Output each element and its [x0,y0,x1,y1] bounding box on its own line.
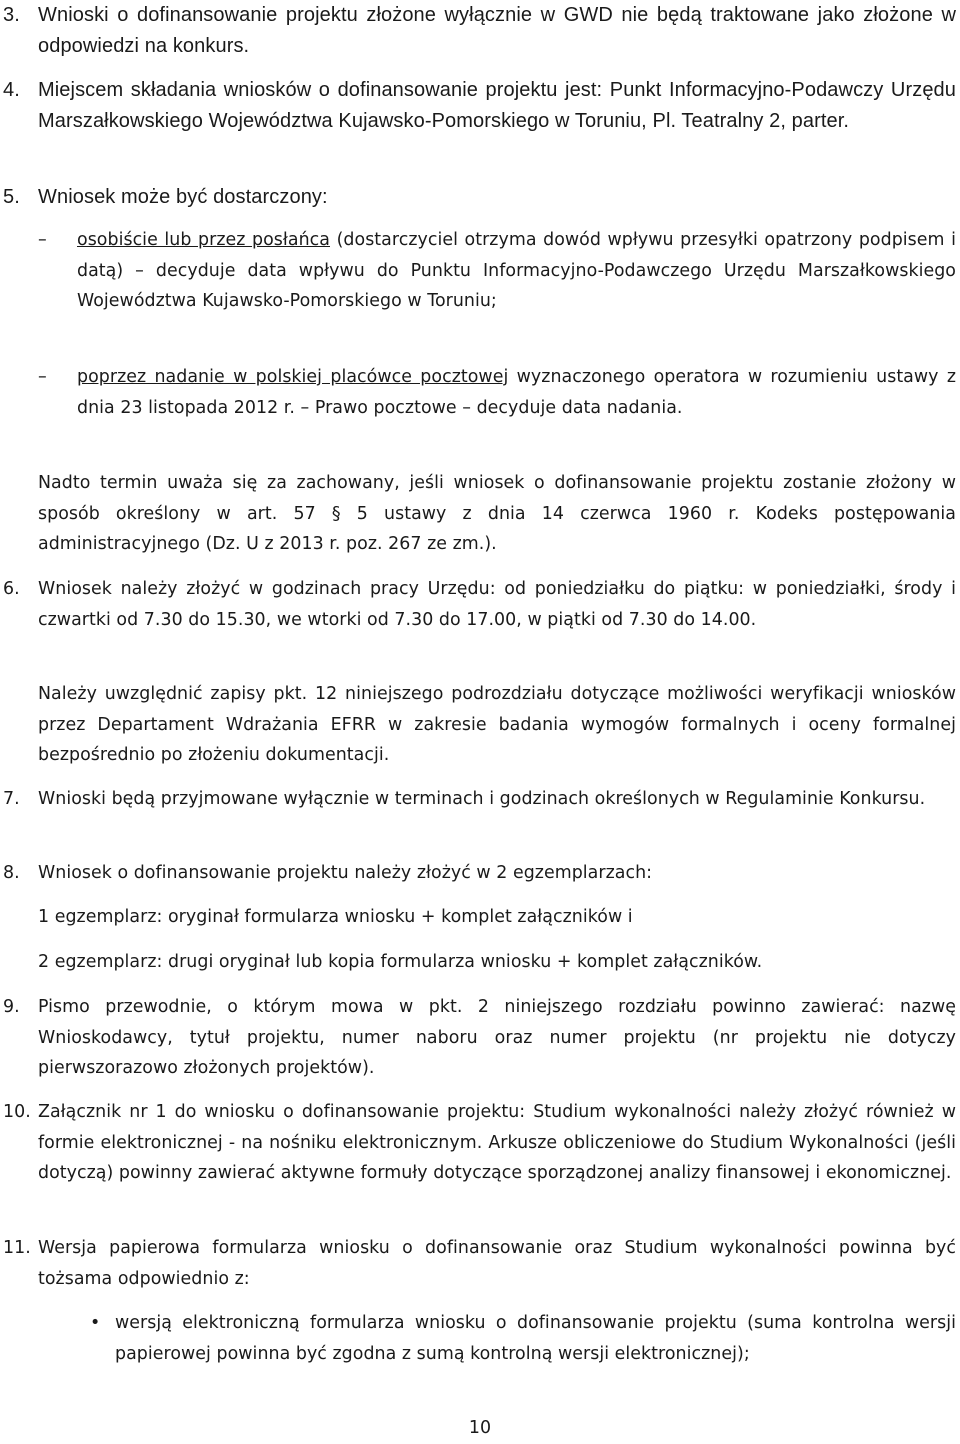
page-number: 10 [468,1418,492,1438]
item-number: 11. [3,1238,31,1258]
copy-text: 2 egzemplarz: drugi oryginał lub kopia formularza wniosku + komplet załączników. [38,952,763,972]
sub-item-text [77,225,956,317]
sub-item-rest: wyznaczonego operatora w rozumieniu ustawy z dnia 23 listopada 2012 r. – Prawo pocztowe – decyduje data nadania. [77,367,956,418]
item-text: Załącznik nr 1 do wniosku o dofinansowanie projektu: Studium wykonalności należy złożyć również w formie elektronicznej - na nośniku elektronicznym. Arkusze obliczeniowe do Studium Wykonalności (jeśli dotyczą) powinny zawierać aktywne formuły dotyczące sporządzonej analizy finansowej i ekonomicznej. [38,1102,956,1183]
item-text: Wersja papierowa formularza wniosku o dofinansowanie oraz Studium wykonalności powinna być tożsama odpowiednio z: [38,1238,956,1289]
item-text: Wnioski o dofinansowanie projektu złożone wyłącznie w GWD nie będą traktowane jako złożone w odpowiedzi na konkurs. [38,4,956,57]
bullet-text: wersją elektroniczną formularza wniosku o dofinansowanie projektu (suma kontrolna wersji papierowej powinna być zgodna z sumą kontrolną wersji elektronicznej); [115,1313,956,1364]
dash-marker: – [38,367,47,387]
item-number: 5. [3,186,20,208]
item-number: 9. [3,997,20,1017]
copy-text: 1 egzemplarz: oryginał formularza wniosku + komplet załączników i [38,907,633,927]
item-number: 3. [3,4,20,26]
item-text: Wnioski będą przyjmowane wyłącznie w terminach i godzinach określonych w Regulaminie Konkursu. [38,789,926,809]
note-text: Nadto termin uważa się za zachowany, jeśli wniosek o dofinansowanie projektu zostanie złożony w sposób określony w art. 57 § 5 ustawy z dnia 14 czerwca 1960 r. Kodeks postępowania administracyjnego (Dz. U z 2013 r. poz. 267 ze zm.). [38,473,956,554]
item-number: 10. [3,1102,31,1122]
item-number: 4. [3,79,20,101]
item-text: Wniosek należy złożyć w godzinach pracy Urzędu: od poniedziałku do piątku: w poniedziałki, środy i czwartki od 7.30 do 15.30, we wtorki od 7.30 do 17.00, w piątki od 7.30 do 14.00. [38,579,956,630]
item-text: Wniosek o dofinansowanie projektu należy złożyć w 2 egzemplarzach: [38,863,653,883]
sub-item-rest: (dostarczyciel otrzyma dowód wpływu przesyłki opatrzony podpisem i datą) – decyduje data wpływu do Punktu Informacyjno-Podawczego Urzędu Marszałkowskiego Województwa Kujawsko-Pomorskiego w Toruniu; [77,230,956,311]
underlined-phrase: osobiście lub przez posłańca [77,230,330,250]
item-text: Miejscem składania wniosków o dofinansowanie projektu jest: Punkt Informacyjno-Podawczy Urzędu Marszałkowskiego Województwa Kujawsko-Pomorskiego w Toruniu, Pl. Teatralny 2, parter. [38,79,956,132]
note-text: Należy uwzględnić zapisy pkt. 12 niniejszego podrozdziału dotyczące możliwości weryfikacji wniosków przez Departament Wdrażania EFRR w zakresie badania wymogów formalnych i oceny formalnej bezpośrednio po złożeniu dokumentacji. [38,684,956,765]
item-number: 6. [3,579,20,599]
item-number: 8. [3,863,20,883]
item-text: Pismo przewodnie, o którym mowa w pkt. 2 niniejszego rozdziału powinno zawierać: nazwę Wnioskodawcy, tytuł projektu, numer naboru oraz numer projektu (nr projektu nie dotyczy pierwszorazowo złożonych projektów). [38,997,956,1078]
dash-marker: – [38,230,47,250]
bullet-marker: • [90,1313,101,1333]
item-number: 7. [3,789,20,809]
sub-item-text [77,362,956,423]
item-text: Wniosek może być dostarczony: [38,186,328,208]
underlined-phrase: poprzez nadanie w polskiej placówce pocztowej [77,367,509,387]
